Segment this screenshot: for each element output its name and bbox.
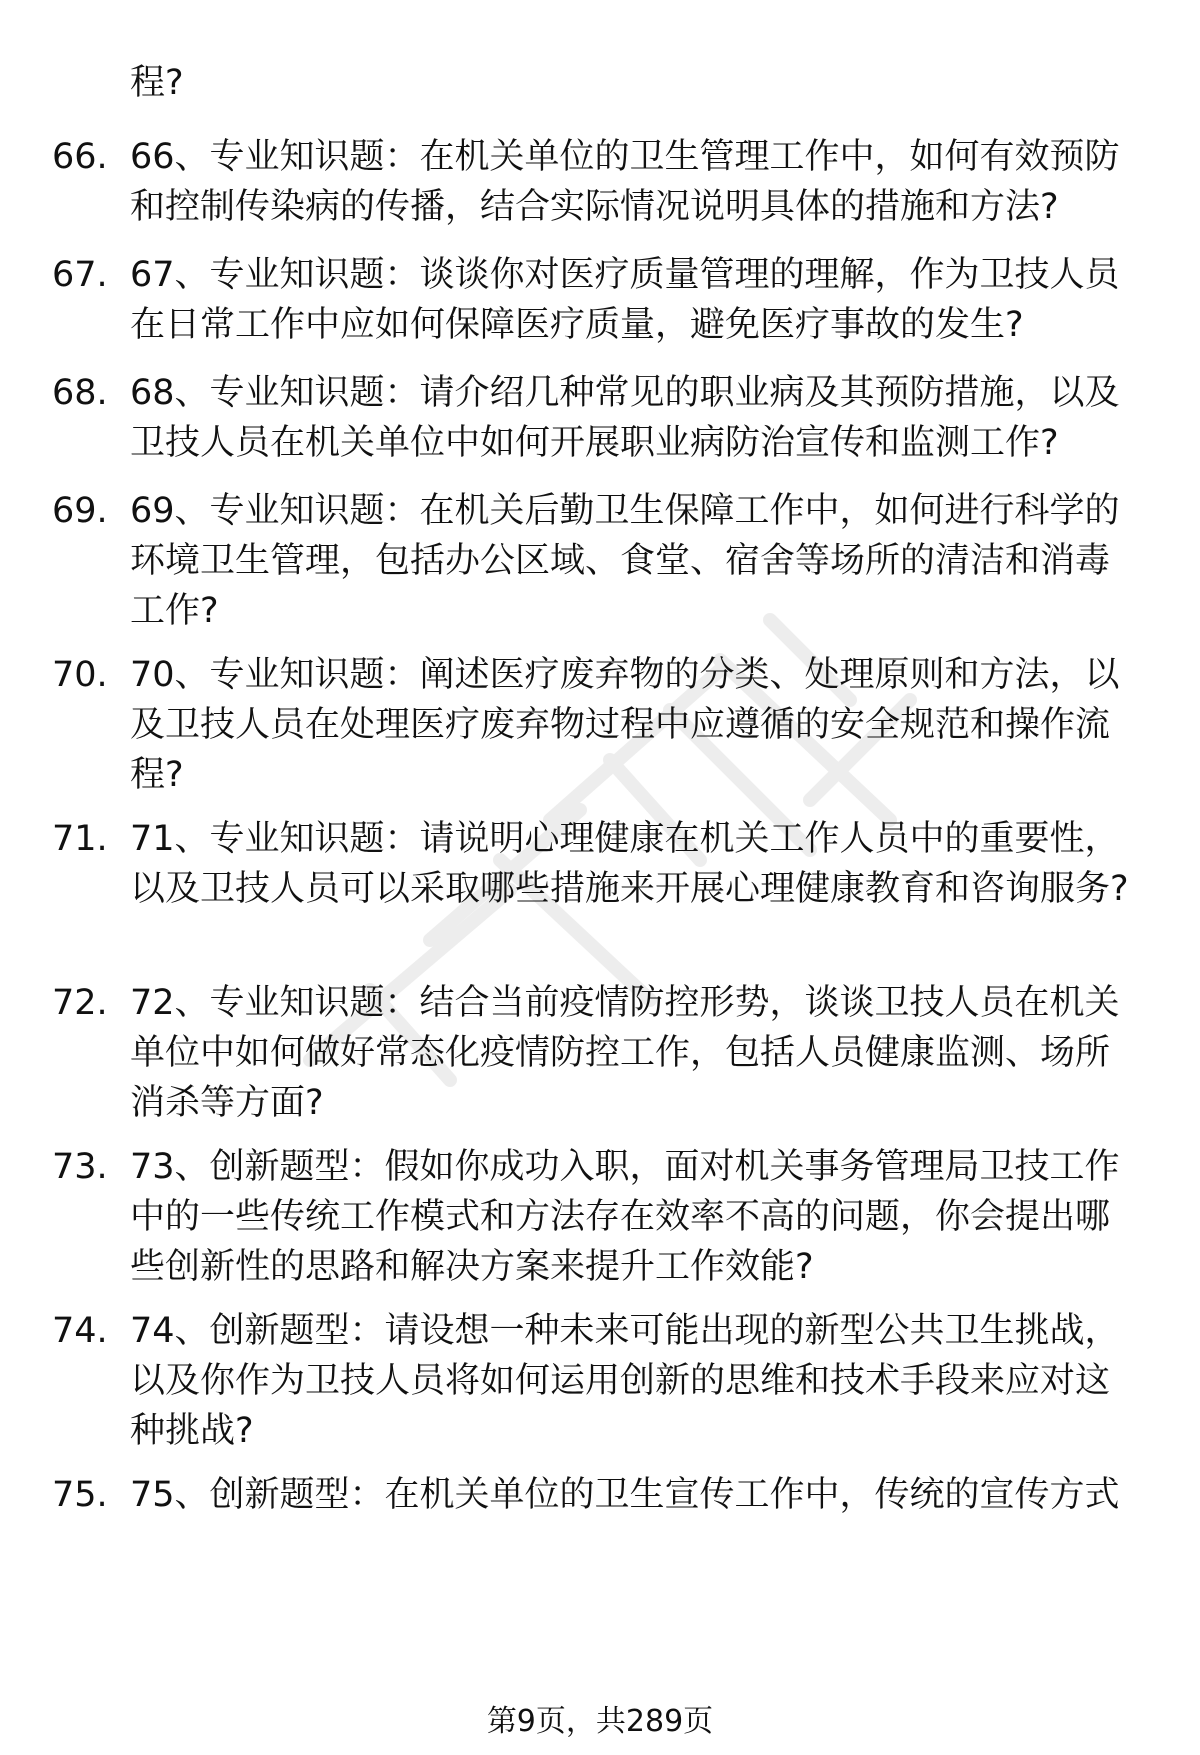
question-item bbox=[0, 486, 1200, 646]
question-number: 68. bbox=[52, 373, 108, 413]
question-number: 67. bbox=[52, 255, 108, 295]
question-text: 72、专业知识题：结合当前疫情防控形势，谈谈卫技人员在机关单位中如何做好常态化疫情防控工作，包括人员健康监测、场所消杀等方面? bbox=[130, 983, 1120, 1123]
question-text: 70、专业知识题：阐述医疗废弃物的分类、处理原则和方法，以及卫技人员在处理医疗废弃物过程中应遵循的安全规范和操作流程? bbox=[130, 655, 1120, 795]
question-item bbox=[0, 1142, 1200, 1302]
continuation-text: 程? bbox=[130, 63, 184, 103]
question-item bbox=[0, 814, 1200, 974]
question-number: 70. bbox=[52, 655, 108, 695]
question-text: 73、创新题型：假如你成功入职，面对机关事务管理局卫技工作中的一些传统工作模式和方法存在效率不高的问题，你会提出哪些创新性的思路和解决方案来提升工作效能? bbox=[130, 1147, 1120, 1287]
question-number: 69. bbox=[52, 491, 108, 531]
question-number: 66. bbox=[52, 137, 108, 177]
question-item bbox=[0, 1306, 1200, 1466]
page-footer: 第9页，共289页 bbox=[486, 1704, 714, 1739]
question-text: 75、创新题型：在机关单位的卫生宣传工作中，传统的宣传方式 bbox=[130, 1475, 1120, 1515]
question-number: 73. bbox=[52, 1147, 108, 1187]
question-item bbox=[0, 978, 1200, 1138]
question-text: 69、专业知识题：在机关后勤卫生保障工作中，如何进行科学的环境卫生管理，包括办公区域、食堂、宿舍等场所的清洁和消毒工作? bbox=[130, 491, 1120, 631]
question-text: 71、专业知识题：请说明心理健康在机关工作人员中的重要性，以及卫技人员可以采取哪些措施来开展心理健康教育和咨询服务? bbox=[130, 819, 1129, 909]
question-text: 68、专业知识题：请介绍几种常见的职业病及其预防措施，以及卫技人员在机关单位中如何开展职业病防治宣传和监测工作? bbox=[130, 373, 1120, 463]
question-number: 74. bbox=[52, 1311, 108, 1351]
question-number: 75. bbox=[52, 1475, 108, 1515]
question-item bbox=[0, 1470, 1200, 1630]
question-text: 67、专业知识题：谈谈你对医疗质量管理的理解，作为卫技人员在日常工作中应如何保障医疗质量，避免医疗事故的发生? bbox=[130, 255, 1120, 345]
question-number: 71. bbox=[52, 819, 108, 859]
question-number: 72. bbox=[52, 983, 108, 1023]
question-item bbox=[0, 650, 1200, 810]
question-text: 66、专业知识题：在机关单位的卫生管理工作中，如何有效预防和控制传染病的传播，结合实际情况说明具体的措施和方法? bbox=[130, 137, 1120, 227]
question-text: 74、创新题型：请设想一种未来可能出现的新型公共卫生挑战，以及你作为卫技人员将如何运用创新的思维和技术手段来应对这种挑战? bbox=[130, 1311, 1120, 1451]
